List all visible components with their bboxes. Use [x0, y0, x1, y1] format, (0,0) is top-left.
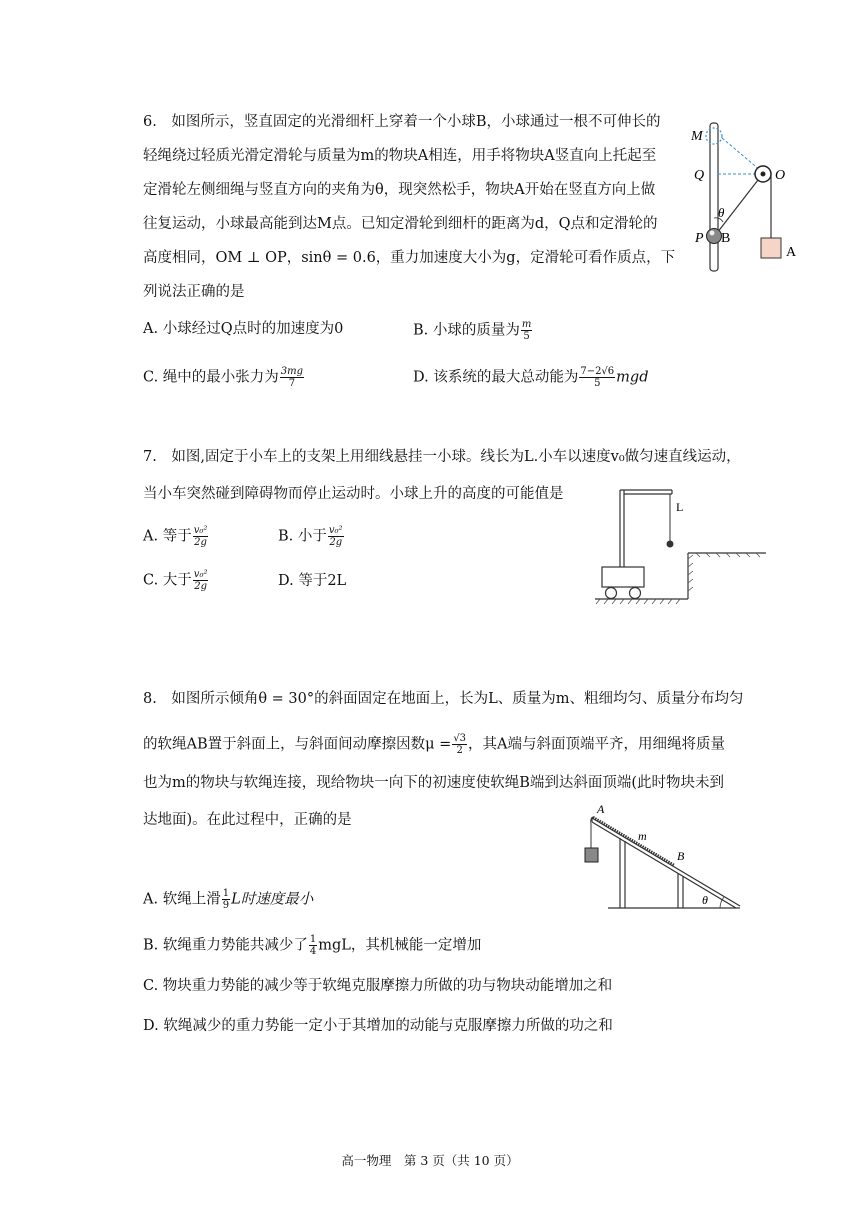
q6-option-b-fraction: $\frac{m}{5}$: [521, 319, 532, 342]
q6-option-c-fraction: $\frac{3mg}{7}$: [280, 366, 304, 389]
label-a: A: [597, 802, 605, 816]
q6-option-a: A. 小球经过Q点时的加速度为0: [143, 321, 344, 337]
q7-option-d: D. 等于2L: [278, 573, 347, 589]
q6-line-4: 往复运动，小球最高能到达M点。已知定滑轮到细杆的距离为d，Q点和定滑轮的: [143, 216, 658, 232]
label-o: O: [775, 168, 786, 183]
q6-option-c-text: C. 绳中的最小张力为: [143, 369, 279, 386]
block-a: [761, 238, 781, 258]
q7-figure: [590, 485, 770, 610]
label-b: B: [677, 849, 685, 863]
cart: [602, 567, 644, 587]
label-a: A: [786, 245, 797, 260]
q8-option-a: A. 软绳上滑 $\frac{1}{9}$ L时速度最小: [143, 888, 314, 911]
q6-line-3: 定滑轮左侧细绳与竖直方向的夹角为θ，现突然松手，物块A开始在竖直方向上做: [143, 182, 656, 198]
label-m: M: [691, 129, 703, 144]
label-q: Q: [694, 168, 705, 183]
page-footer: 高一物理 第 3 页（共 10 页）: [341, 1153, 519, 1168]
q7-option-c: C. 大于 $\frac{\text{v₀²}}{2g}$: [143, 569, 208, 592]
q8-figure: [578, 800, 748, 915]
q6-option-c: [143, 366, 305, 389]
q8-option-d: D. 软绳减少的重力势能一定小于其增加的动能与克服摩擦力所做的功之和: [143, 1018, 613, 1034]
q6-figure: [690, 118, 810, 278]
q7-option-a: A. 等于 $\frac{\text{v₀²}}{2g}$: [143, 525, 208, 548]
q8-mu-fraction: $\frac{√3}{2}$: [453, 733, 467, 756]
label-theta: θ: [702, 893, 708, 907]
q8-line-2: 的软绳AB置于斜面上，与斜面间动摩擦因数μ = $\frac{√3}{2}$ ，其A端与斜面顶端平齐，用细绳将质量: [143, 733, 726, 756]
q6-line-6: 列说法正确的是: [143, 284, 245, 300]
q8-line-4: 达地面)。在此过程中，正确的是: [143, 812, 352, 828]
q6-option-b: [413, 319, 533, 342]
label-p: P: [695, 231, 704, 246]
label-b: B: [721, 231, 731, 246]
q6-option-b-text: B. 小球的质量为: [413, 322, 520, 339]
q6-option-d-text: D. 该系统的最大总动能为: [413, 369, 579, 386]
q8-option-b: B. 软绳重力势能共减少了 $\frac{1}{4}$ mgL，其机械能一定增加: [143, 934, 482, 957]
label-m: m: [638, 829, 647, 843]
q6-line-1: 6. 如图所示，竖直固定的光滑细杆上穿着一个小球B，小球通过一根不可伸长的: [143, 114, 661, 130]
hanging-block: [585, 848, 598, 862]
label-theta: θ: [718, 205, 725, 220]
q6-option-d: D. 该系统的最大总动能为 $\frac{7-2√6}{5}$ mgd: [413, 366, 649, 389]
q7-option-b: B. 小于 $\frac{\text{v₀²}}{2g}$: [278, 525, 343, 548]
q6-option-d-fraction: $\frac{7-2√6}{5}$: [580, 366, 615, 389]
q6-line-2: 轻绳绕过轻质光滑定滑轮与质量为m的物块A相连，用手将物块A竖直向上托起至: [143, 148, 657, 164]
ball-b: [707, 229, 722, 244]
q8-option-c: C. 物块重力势能的减少等于软绳克服摩擦力所做的功与物块动能增加之和: [143, 978, 613, 994]
rod: [710, 123, 718, 271]
label-l: L: [676, 500, 684, 514]
q7-line-2: 当小车突然碰到障碍物而停止运动时。小球上升的高度的可能值是: [143, 486, 564, 502]
q8-line-3: 也为m的物块与软绳连接，现给物块一向下的初速度使软绳B端到达斜面顶端(此时物块未到: [143, 775, 725, 791]
q7-line-1: 7. 如图,固定于小车上的支架上用细线悬挂一小球。线长为L.小车以速度v₀做匀速直线运动，: [143, 449, 741, 465]
q6-line-5: 高度相同，OM ⊥ OP，sinθ = 0.6，重力加速度大小为g，定滑轮可看作质点，下: [143, 250, 676, 266]
q8-line-1: 8. 如图所示倾角θ = 30°的斜面固定在地面上，长为L、质量为m、粗细均匀、质量分布均匀: [143, 691, 744, 707]
